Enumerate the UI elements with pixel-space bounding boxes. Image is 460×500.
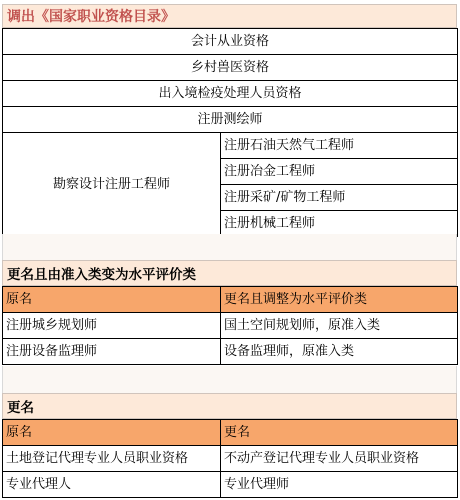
group-item: 注册冶金工程师 — [221, 159, 458, 185]
section2-heading — [2, 260, 457, 286]
table-row — [3, 81, 458, 107]
new-name: 专业代理师 — [221, 472, 458, 498]
section3-heading — [2, 393, 457, 419]
header-row — [3, 420, 458, 446]
removed-item: 注册测绘师 — [3, 107, 458, 133]
rename-level-table — [2, 286, 458, 365]
col-header-original: 原名 — [3, 420, 221, 446]
header-row — [3, 287, 458, 313]
original-name: 土地登记代理专业人员职业资格 — [3, 446, 221, 472]
original-name: 专业代理人 — [3, 472, 221, 498]
table-row — [3, 55, 458, 81]
table-row — [3, 446, 458, 472]
title-text: 调出《国家职业资格目录》 — [7, 9, 175, 25]
group-item: 注册石油天然气工程师 — [221, 133, 458, 159]
removed-item: 会计从业资格 — [3, 29, 458, 55]
spacer — [2, 366, 457, 393]
removed-item: 出入境检疫处理人员资格 — [3, 81, 458, 107]
table-row — [3, 29, 458, 55]
table-row — [3, 339, 458, 365]
new-name: 设备监理师，原准入类 — [221, 339, 458, 365]
rename-table — [2, 419, 458, 498]
col-header-new: 更名 — [221, 420, 458, 446]
table-row — [3, 472, 458, 498]
section2-heading-text: 更名且由准入类变为水平评价类 — [7, 267, 196, 283]
group-label: 勘察设计注册工程师 — [3, 133, 221, 237]
page-title — [2, 4, 457, 28]
section3-heading-text: 更名 — [7, 400, 34, 416]
col-header-original: 原名 — [3, 287, 221, 313]
col-header-new: 更名且调整为水平评价类 — [221, 287, 458, 313]
new-name: 国土空间规划师，原准入类 — [221, 313, 458, 339]
spacer — [2, 234, 457, 260]
group-item: 注册机械工程师 — [221, 211, 458, 237]
table-row — [3, 133, 458, 159]
table-row — [3, 313, 458, 339]
removed-item: 乡村兽医资格 — [3, 55, 458, 81]
new-name: 不动产登记代理专业人员职业资格 — [221, 446, 458, 472]
removed-table — [2, 28, 458, 237]
original-name: 注册城乡规划师 — [3, 313, 221, 339]
table-row — [3, 107, 458, 133]
original-name: 注册设备监理师 — [3, 339, 221, 365]
group-item: 注册采矿/矿物工程师 — [221, 185, 458, 211]
